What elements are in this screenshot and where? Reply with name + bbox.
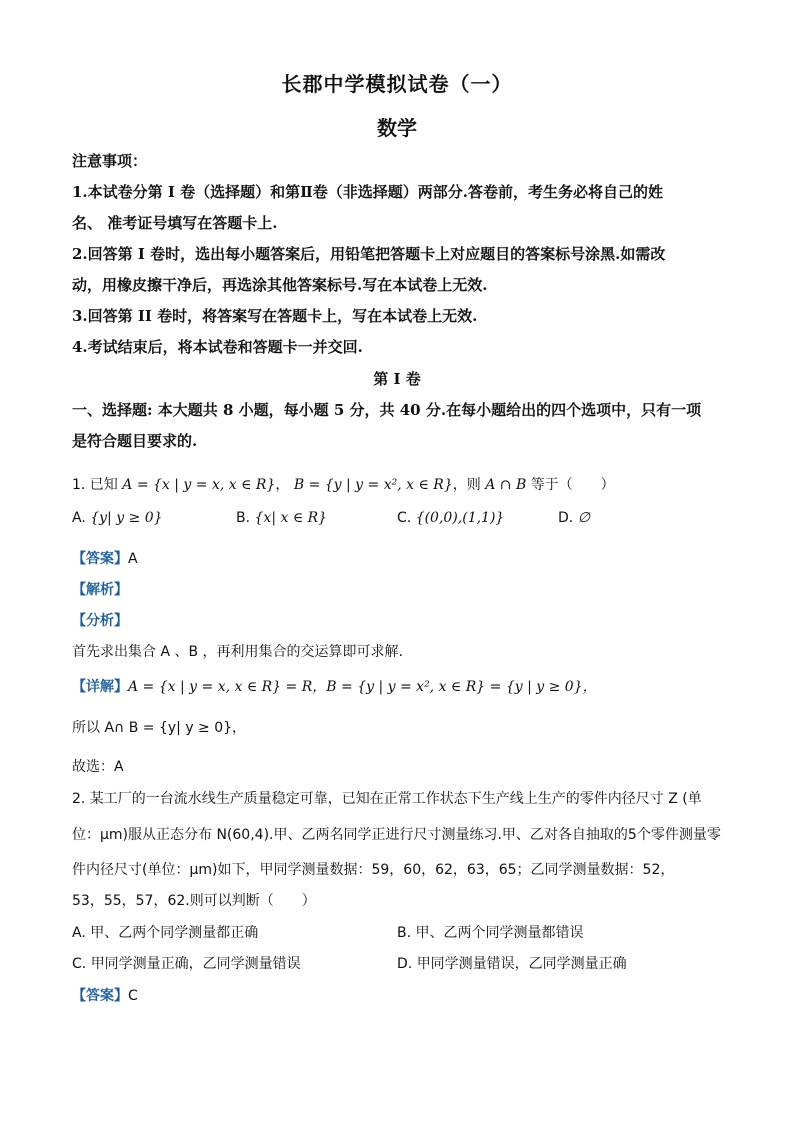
option-letter: C. <box>397 510 412 526</box>
answer-tag: 【答案】 <box>72 551 128 567</box>
q1-analysis-tag <box>72 579 128 599</box>
q2-answer <box>72 985 138 1005</box>
answer-value: C <box>128 988 138 1004</box>
q1-option-d <box>558 510 590 526</box>
q1-answer <box>72 548 138 568</box>
q1-set-b: B = {y | y = x², x ∈ R} <box>293 477 453 493</box>
option-text: {y| y ≥ 0} <box>90 510 163 526</box>
note-3: 3.回答第 II 卷时，将答案写在答题卡上，写在本试卷上无效. <box>72 307 478 325</box>
q2-option-c <box>72 953 301 973</box>
q1-option-a <box>72 510 163 526</box>
option-text: ∅ <box>577 510 590 526</box>
q1-fenxi-text: 首先求出集合 A 、B ，再利用集合的交运算即可求解. <box>72 644 403 660</box>
q1-choice: 故选：A <box>72 759 124 775</box>
note-2a: 2.回答第 I 卷时，选出每小题答案后，用铅笔把答题卡上对应题目的答案标号涂黑.如需改 <box>72 245 666 263</box>
option-text: 甲同学测量错误，乙同学测量正确 <box>416 956 627 972</box>
note-2b: 动，用橡皮擦干净后，再选涂其他答案标号.写在本试卷上无效. <box>72 276 488 294</box>
q1-option-b <box>236 510 327 526</box>
option-letter: D. <box>558 510 574 526</box>
option-text: 甲同学测量正确，乙同学测量错误 <box>90 956 301 972</box>
option-text: {(0,0),(1,1)} <box>415 510 505 526</box>
q1-comma: ， <box>275 477 290 493</box>
exam-title: 长郡中学模拟试卷（一） <box>281 72 513 96</box>
q1-suffix: 等于（ ） <box>530 477 615 493</box>
option-letter: C. <box>72 956 87 972</box>
q1-expr: A ∩ B <box>485 477 527 493</box>
notes-heading: 注意事项： <box>72 152 148 170</box>
option-letter: D. <box>397 956 413 972</box>
option-letter: A. <box>72 925 86 941</box>
fenxi-tag: 【分析】 <box>72 613 128 629</box>
q1-mid: ，则 <box>452 477 481 493</box>
option-letter: B. <box>236 510 251 526</box>
note-4: 4.考试结束后，将本试卷和答题卡一并交回. <box>72 338 363 356</box>
option-letter: B. <box>397 925 412 941</box>
q2-line-2: 位：μm)服从正态分布 N(60,4).甲、乙两名同学正进行尺寸测量练习.甲、乙对各自抽取的5个零件测量零 <box>72 827 721 843</box>
answer-tag: 【答案】 <box>72 988 128 1004</box>
q1-option-c <box>397 510 504 526</box>
option-text: {x| x ∈ R} <box>254 510 328 526</box>
section-label: 第 I 卷 <box>373 370 421 388</box>
q1-so: 所以 A∩ B = {y| y ≥ 0}， <box>72 720 247 736</box>
q2-option-b <box>397 922 584 942</box>
analysis-tag: 【解析】 <box>72 582 128 598</box>
q2-option-a <box>72 922 258 942</box>
detail-text: A = {x | y = x, x ∈ R} = R，B = {y | y = x², x ∈ R} = {y | y ≥ 0}， <box>128 679 597 695</box>
option-text: 甲、乙两个同学测量都正确 <box>90 925 259 941</box>
detail-tag: 【详解】 <box>72 679 128 695</box>
q2-line-1: 2. 某工厂的一台流水线生产质量稳定可靠，已知在正常工作状态下生产线上生产的零件内径尺寸 Z (单 <box>72 791 702 807</box>
q2-line-4: 53，55，57，62.则可以判断（ ） <box>72 893 316 909</box>
section-instruction-b: 是符合题目要求的. <box>72 432 198 450</box>
q1-fenxi-tag <box>72 610 128 630</box>
note-1b: 名、 准考证号填写在答题卡上. <box>72 214 278 232</box>
q2-line-3: 件内径尺寸(单位：μm)如下，甲同学测量数据：59，60，62，63，65；乙同学测量数据：52， <box>72 862 675 878</box>
answer-value: A <box>128 551 138 567</box>
exam-subject: 数学 <box>377 116 417 140</box>
option-letter: A. <box>72 510 86 526</box>
q1-prefix: 1. 已知 <box>72 477 118 493</box>
q1-set-a: A = {x | y = x, x ∈ R} <box>122 477 276 493</box>
section-instruction-a: 一、选择题: 本大题共 8 小题，每小题 5 分，共 40 分.在每小题给出的四个选项中，只有一项 <box>72 401 702 419</box>
question-1-stem <box>72 474 615 494</box>
q1-detail <box>72 676 597 696</box>
q2-option-d <box>397 953 627 973</box>
option-text: 甲、乙两个同学测量都错误 <box>415 925 584 941</box>
note-1a: 1.本试卷分第 I 卷（选择题）和第Ⅱ卷（非选择题）两部分.答卷前，考生务必将自己的姓 <box>72 183 663 201</box>
